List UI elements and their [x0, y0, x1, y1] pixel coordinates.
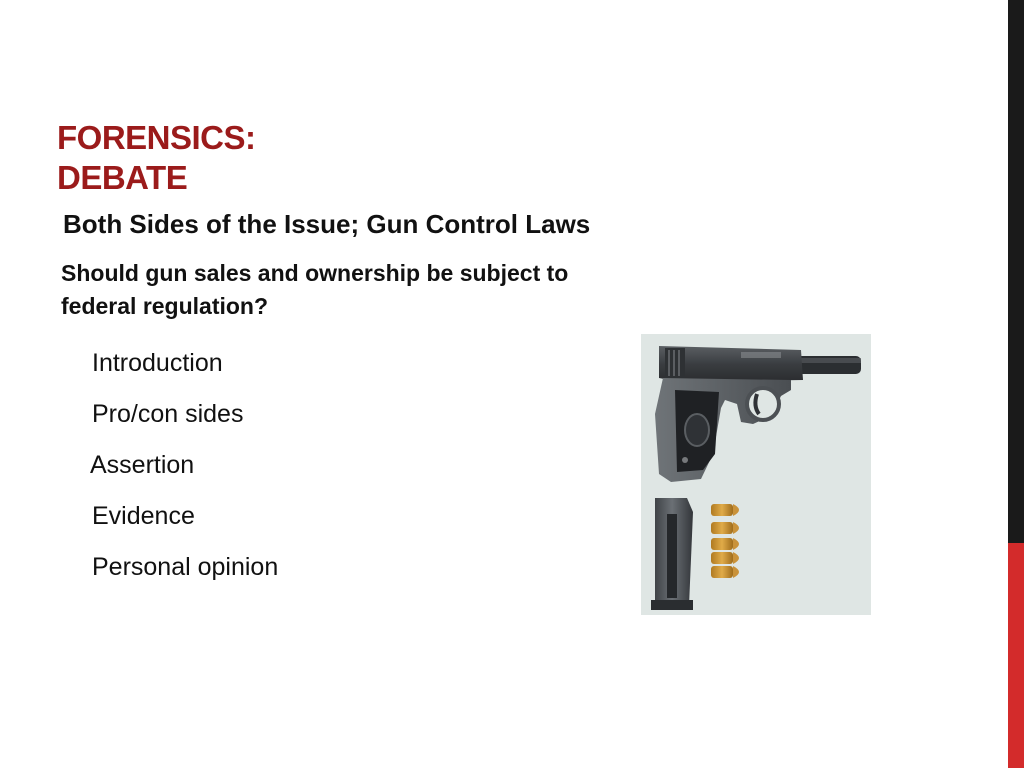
bullet-icon — [711, 504, 739, 516]
bullet-icon — [711, 522, 739, 534]
pistol-photo — [641, 334, 871, 615]
debate-outline — [92, 338, 278, 593]
slide-edge-accent — [1008, 543, 1024, 768]
slide-subtitle: Both Sides of the Issue; Gun Control Laws — [63, 209, 591, 239]
slide-title-line-2: DEBATE — [57, 159, 188, 196]
outline-item-introduction: Introduction — [92, 349, 223, 377]
slide-title — [57, 118, 256, 198]
outline-item-pro-con-sides: Pro/con sides — [92, 400, 244, 428]
bullet-icon — [711, 566, 739, 578]
outline-item-personal-opinion: Personal opinion — [92, 553, 279, 581]
bullet-icon — [711, 538, 739, 550]
outline-item-assertion: Assertion — [90, 451, 195, 479]
debate-question: Should gun sales and ownership be subject to federal regulation? — [61, 260, 569, 319]
outline-item-evidence: Evidence — [92, 502, 195, 530]
slide-title-line-1: FORENSICS: — [57, 119, 256, 156]
bullet-icon — [711, 552, 739, 564]
pistol-with-magazine-and-bullets-icon — [641, 334, 871, 615]
